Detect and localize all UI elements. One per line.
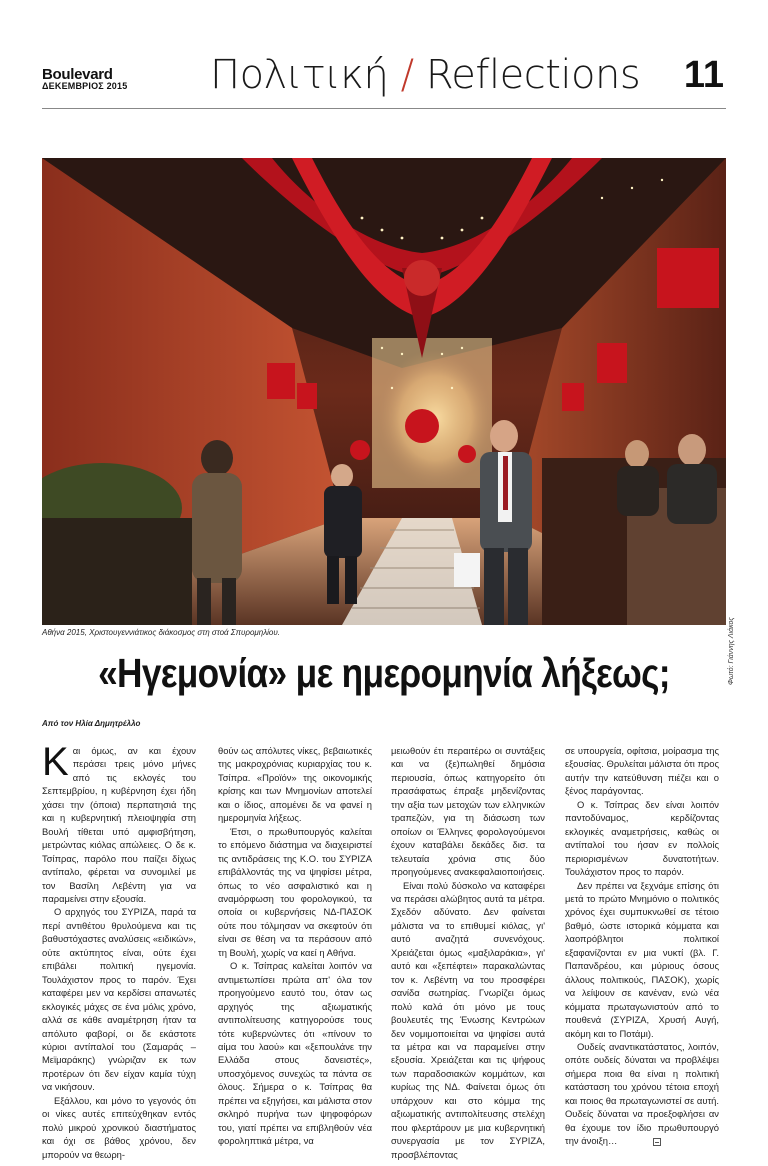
paragraph-text: αι όμως, αν και έχουν περάσει τρεις μόνο μήνες από τις εκλογές του Σεπτεμβρίου, η κυβέρνηση έχει ήδη χάσει την (όποια) περπατησιά της και η κυβερνητική πλειοψηφία στη Βουλή τίθεται υπό αμφισβήτηση, μετρώντας κιόλας απώλειες. Ο δε κ. Τσίπρας, παρόλο που παίζει δίχως αντίπαλο, φέρεται να συνομιλεί με τον Βασίλη Λεβέντη για να παραμείνει στην εξουσία.: [42, 745, 196, 904]
paragraph: Εξάλλου, και μόνο το γεγονός ότι οι νίκες αυτές επιτεύχθηκαν εντός πολύ μικρού χρονικού διαστήματος και όχι σε βάθος χρόνου, δεν μπορούν να θεωρη-: [42, 1094, 196, 1160]
article-photo: [42, 158, 726, 625]
column-1: [42, 740, 196, 1161]
drop-cap: Κ: [42, 740, 69, 784]
section-title-greek: Πολιτική: [210, 52, 389, 98]
paragraph: Ο αρχηγός του ΣΥΡΙΖΑ, παρά τα περί αντιθέτου θρυλούμενα και τις βαθυστόχαστες αναλύσεις «ειδικών», ούτε ακτύπητος είναι, ούτε έχει επιβάλει πολιτική ηγεμονία. Τουλάχιστον προς το παρόν. Έχει καταφέρει μεν να κερδίσει απανωτές εκλογικές μάχες σε ένα μόλις χρόνο, αλλά σε κάθε αναμέτρηση ήταν τα απόλυτο φαβορί, οι δε εκάστοτε κύριοι αντίπαλοί του (Σαμαράς – Μεϊμαράκης) γνώριζαν εκ των προτέρων ότι δεν είχαν καμία τύχη να νικήσουν.: [42, 906, 196, 1093]
paragraph: Έτσι, ο πρωθυπουργός καλείται το επόμενο διάστημα να διαχειριστεί τις αντιδράσεις της Κ.Ο. του ΣΥΡΙΖΑ επιβάλλοντάς της να ψηφίσει μέτρα, όπως το νέο ασφαλιστικό και η αναμόρφωση του φορολογικού, τα οποία οι κυβερνήσεις ΝΔ-ΠΑΣΟΚ ούτε που τόλμησαν να σκεφτούν ότι είναι σε θέση να τα περάσουν από τη Βουλή, χωρίς να καεί η Αθήνα.: [218, 825, 372, 958]
photo-caption: Αθήνα 2015, Χριστουγεννιάτικος διάκοσμος στη στοά Σπυρομηλίου.: [42, 628, 280, 637]
section-title: [210, 52, 640, 98]
header-divider: [42, 108, 726, 109]
paragraph-last: [565, 1040, 719, 1148]
paragraph: σε υπουργεία, οφίτσια, μοίρασμα της εξουσίας. Θρυλείται μάλιστα ότι προς αυτήν την κατεύθυνση πιέζει και ο ξένος παράγοντας.: [565, 745, 719, 797]
magazine-brand: [42, 66, 127, 91]
paragraph: θούν ως απόλυτες νίκες, βεβαιωτικές της μακροχρόνιας κυριαρχίας του κ. Τσίπρα. «Προϊόν» της οικονομικής κρίσης και των Μνημονίων αποτελεί και ο ίδιος, απομένει δε να φανεί η ημερομηνία λήξεως.: [218, 745, 372, 824]
article-headline: «Ηγεμονία» με ημερομηνία λήξεως;: [98, 650, 670, 696]
article-body: [42, 740, 726, 1160]
end-of-article-icon: [653, 1138, 661, 1146]
column-4: [565, 744, 719, 1148]
column-3: [391, 744, 545, 1161]
paragraph: Δεν πρέπει να ξεχνάμε επίσης ότι μετά το πρώτο Μνημόνιο ο πολιτικός χρόνος έχει συμπυκνωθεί σε τέτοιο βαθμό, ώστε ιστορικά κόμματα και λαοπρόβλητοι πολιτικοί εξαφανίζονται εν μια νυκτί (βλ. Γ. Παπανδρέου, και μύριους όσους άλλους πολιτικούς, ΠΑΣΟΚ), χωρίς να λείψουν σε κανέναν, ενώ νέα κόμματα πρωταγωνιστούν από το πουθενά (ΣΥΡΙΖΑ, Χρυσή Αυγή, ακόμη και το Ποτάμι).: [565, 879, 719, 1039]
page-header: [42, 52, 726, 108]
paragraph: μειωθούν έτι περαιτέρω οι συντάξεις και να (ξε)πωληθεί δημόσια περιουσία, όπως κατηγορείτο ότι πρασάφατως έπραξε μηδενίζοντας την αξία των μετοχών των ελληνικών τραπεζών, για τη διάσωση των οποίων οι Έλληνες φορολογούμενοι έχουν καταβάλει δεκάδες δισ. τα τελευταία χρόνια στις δύο προηγούμενες ανακεφαλαιοποιήσεις.: [391, 745, 545, 878]
brand-name: Boulevard: [42, 66, 113, 83]
page-number: 11: [683, 54, 724, 96]
section-title-english: Reflections: [425, 52, 641, 98]
paragraph: Ο κ. Τσίπρας καλείται λοιπόν να αντιμετωπίσει πρώτα απ' όλα τον προηγούμενο εαυτό του, όταν ως αρχηγός της αξιωματικής αντιπολίτευσης κατηγορούσε τους τότε κυβερνώντες ότι «πίνουν το αίμα του λαού» και «ξεπουλάνε την Ελλάδα στους δανειστές», υποσχόμενος συνεχώς τα πάντα σε όλους. Σήμερα ο κ. Τσίπρας θα πρέπει να εξηγήσει, και μάλιστα στον σκληρό πυρήνα των ψηφοφόρων του, γιατί πρέπει να επιβληθούν νέα φοροληπτικά μέτρα, να: [218, 960, 372, 1147]
article-byline: Από τον Ηλία Δημητρέλλο: [42, 719, 141, 728]
paragraph-text: Ουδείς αναντικατάστατος, λοιπόν, οπότε ουδείς δύναται να προβλέψει σήμερα ποια θα είναι η πολιτική κατάσταση του χρόνου τέτοια εποχή και ποιος θα πρωταγωνιστεί σε αυτή. Ουδείς δύναται να προεξοφλήσει αν θα έχουμε τον ίδιο πρωθυπουργό την άνοιξη…: [565, 1040, 719, 1147]
issue-date: ΔΕΚΕΜΒΡΙΟΣ 2015: [42, 81, 128, 91]
photo-credit: [728, 617, 738, 705]
section-title-slash: /: [400, 52, 414, 98]
paragraph: [42, 740, 196, 905]
paragraph: Ο κ. Τσίπρας δεν είναι λοιπόν παντοδύναμος, κερδίζοντας εκλογικές αναμετρήσεις, καθώς οι αντίπαλοί του ήσαν εν πολλοίς περιορισμένων δυνατοτήτων. Τουλάχιστον προς το παρόν.: [565, 798, 719, 878]
photo-credit-text: Φωτό: Γιάννης Λιάκος: [728, 617, 735, 685]
column-2: [218, 744, 372, 1148]
paragraph: Είναι πολύ δύσκολο να καταφέρει να περάσει αλώβητος αυτά τα μέτρα. Σχεδόν αδύνατο. Δεν φαίνεται μάλιστα να το επιθυμεί κιόλας, γι' αυτό αναζητά συνενόχους. Χρειάζεται όμως «μαξιλαράκια», γι' αυτό και «ξεπέφτει» παρακαλώντας τον κ. Λεβέντη να του προσφέρει σανίδα σωτηρίας. Γνωρίζει όμως πολύ καλά ότι μόνο με τους βουλευτές της Ένωσης Κεντρώων δεν νομιμοποιείται να ψηφίσει αυτά τα μέτρα και να παραμείνει στην εξουσία. Χρειάζεται και τις ψήφους των παραδοσιακών κομμάτων, και κυρίως της ΝΔ. Φαίνεται όμως ότι υπάρχουν και στο κόμμα της αξιωματικής αντιπολίτευσης στελέχη που φλερτάρουν με μια κυβερνητική συνεργασία με τον ΣΥΡΙΖΑ, προσβλέποντας: [391, 879, 545, 1160]
